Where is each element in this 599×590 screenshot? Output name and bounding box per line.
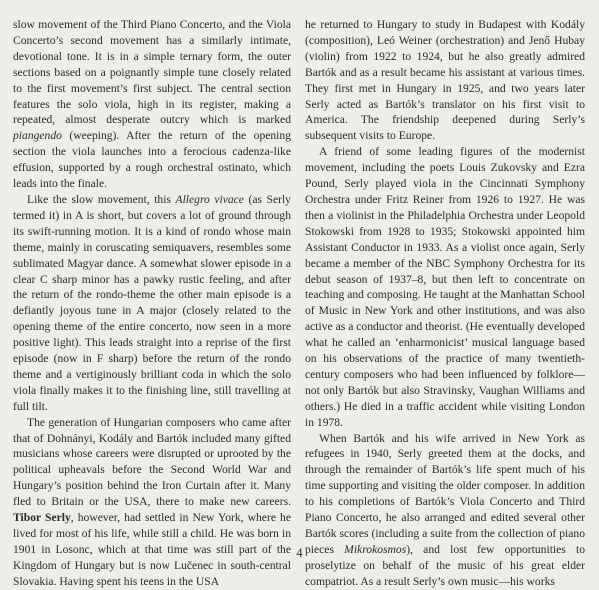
text-run: When Bartók and his wife arrived in New York as refugees in 1940, Serly greeted them at the docks, and through the remainder of Bartók’s life spent much of his time supporting and visiting the older composer. In addition to his completions of Bartók’s Viola Concerto and Third Piano Concerto, he also arranged and edited several other Bartók scores (including a suite from the collection of piano pieces <box>305 431 585 556</box>
paragraph <box>305 144 585 430</box>
text-run: (as Serly termed it) in A is short, but covers a lot of ground through its swift-running motion. It is a kind of rondo whose main theme, mainly in coruscating semiquavers, resembles some sublimated Magyar dance. A somewhat slower episode in a clear C sharp minor has a pawky rustic feeling, and after the return of the rondo-theme the other main episode is a defiantly joyous tune in A major (closely related to the opening theme of the entire concerto, now seen in a more positive light). This leads straight into a reprise of the first episode (now in F sharp) before the return of the rondo theme and a vertiginously brilliant coda in which the solo viola finally makes it to the finishing line, still travelling at full tilt. <box>13 192 291 413</box>
bold-text: Tibor Serly <box>13 511 71 525</box>
paragraph <box>305 431 585 590</box>
text-run: ), and lost few opportunities to proselytize on behalf of the music of his great elder compatriot. As a result Serly’s own music—his works <box>305 542 586 588</box>
right-text-column <box>305 17 585 590</box>
text-run: (weeping). After the return of the opening section the viola launches into a ferocious cadenza-like effusion, supported by a rough orchestral ostinato, which leads into the finale. <box>13 129 291 191</box>
text-run: he returned to Hungary to study in Budapest with Kodály (composition), Leó Weiner (orchestration) and Jenő Hubay (violin) from 1922 to 1924, but he also greatly admired Bartók and as a result became his assistant at various times. They first met in Hungary in 1925, and two years later Serly acted as Bartók’s translator on his first visit to America. The friendship deepened during Serly’s subsequent visits to Europe. <box>305 18 585 143</box>
italic-text: piangendo <box>13 129 62 143</box>
page-number: 4 <box>296 546 303 560</box>
left-text-column <box>13 17 291 590</box>
paragraph <box>305 17 585 144</box>
italic-text: Mikrokosmos <box>344 542 407 556</box>
text-run: A friend of some leading figures of the modernist movement, including the poets Louis Zukovsky and Ezra Pound, Serly played viola in the Cincinnati Symphony Orchestra under Fritz Reiner from 1926 to 1927. He was then a violinist in the Philadelphia Orchestra under Leopold Stokowski from 1928 to 1935; Stokowski appointed him Assistant Conductor in 1933. As a violist once again, Serly became a member of the NBC Symphony Orchestra for its debut season of 1937–8, but then left to concentrate on teaching and composing. He taught at the Manhattan School of Music in New York and other institutions, and was also active as a conductor and theorist. (He eventually developed what he called an ‘enharmonicist’ musical language based on his observations of the practice of many twentieth-century composers who had been influenced by folklore—not only Bartók but also Stravinsky, Vaughan Williams and others.) He died in a traffic accident while visiting London in 1978. <box>305 145 585 429</box>
text-run: Like the slow movement, this <box>27 192 176 206</box>
paragraph <box>13 192 291 415</box>
text-run: slow movement of the Third Piano Concerto, and the Viola Concerto’s second movement has a similarly intimate, devotional tone. It is in a simple ternary form, the outer sections based on a poignantly simple tune closely related to the first movement’s first subject. The central section features the solo viola, high in its register, making a repeated, almost desperate outcry which is marked <box>13 18 291 127</box>
text-run: , however, had settled in New York, where he lived for most of his life, while still a child. He was born in 1901 in Losonc, which at that time was still part of the Kingdom of Hungary but is now Lučenec in south-central Slovakia. Having spent his teens in the USA <box>13 511 291 588</box>
italic-text: Allegro vivace <box>175 192 244 206</box>
text-run: The generation of Hungarian composers who came after that of Dohnányi, Kodály and Bartók included many gifted musicians whose careers were disrupted or uprooted by the political upheavals before the Second World War and Hungary’s position behind the Iron Curtain after it. Many fled to Britain or the USA, there to make new careers. <box>13 415 291 509</box>
paragraph <box>13 17 291 192</box>
paragraph <box>13 415 291 590</box>
